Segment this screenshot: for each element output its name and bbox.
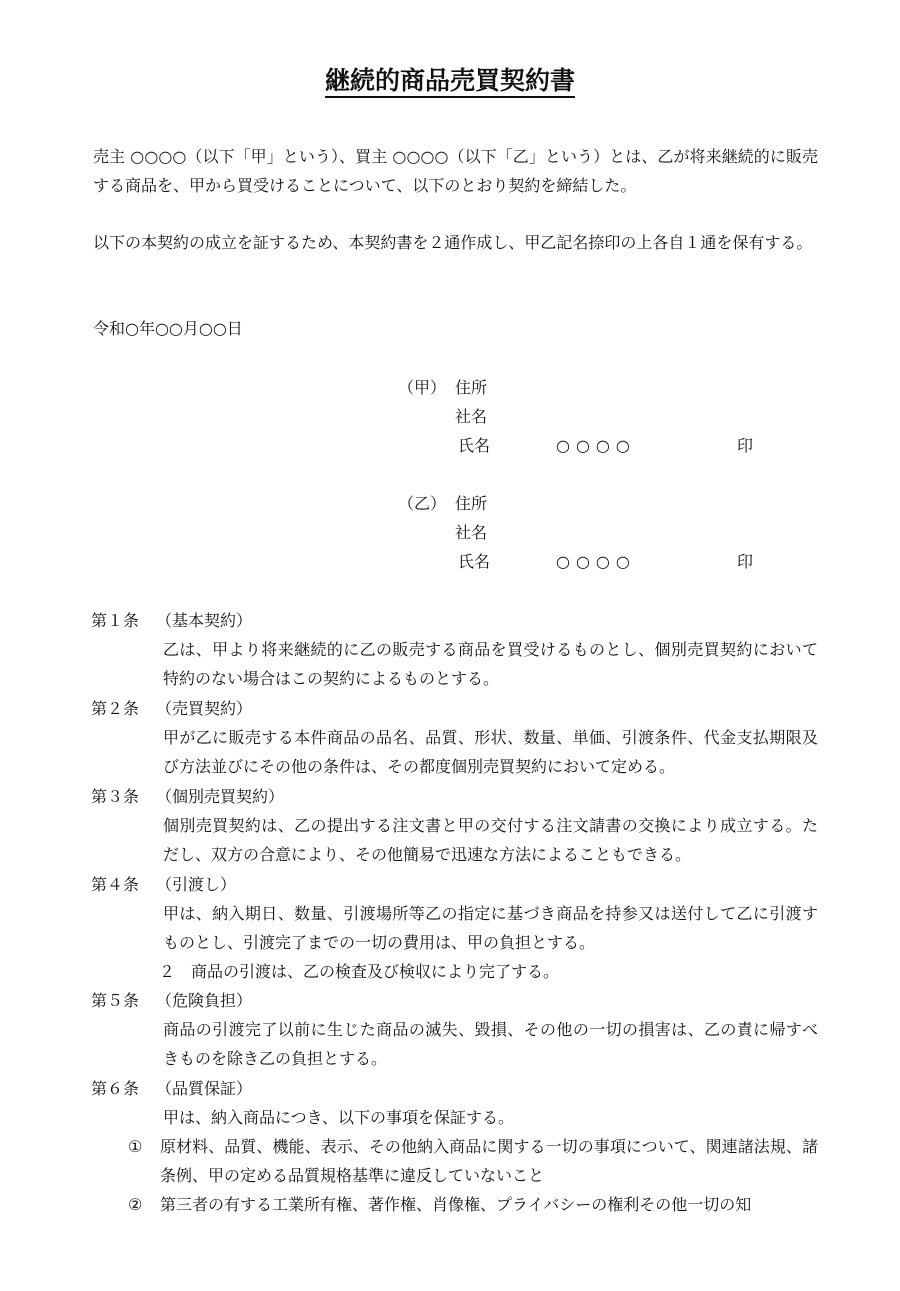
party-a-label: （甲）: [398, 378, 447, 397]
party-b-company-label: 社名: [455, 523, 488, 542]
article-6-heading: （品質保証）: [156, 1079, 253, 1098]
contract-date: 令和○年○○月○○日: [93, 319, 243, 338]
document-title: [0, 64, 900, 98]
party-a-name-value: ○○○○: [556, 436, 636, 455]
article-1-heading: （基本契約）: [156, 611, 253, 630]
article-4-number: 第４条: [91, 875, 140, 894]
article-6-body: 甲は、納入商品につき、以下の事項を保証する。: [163, 1108, 515, 1127]
party-a-company-label: 社名: [455, 407, 488, 426]
article-4-clause-2: ２ 商品の引渡は、乙の検査及び検収により完了する。: [159, 962, 560, 981]
article-4-heading: （引渡し）: [156, 875, 237, 894]
article-6-item-1-text: 原材料、品質、機能、表示、その他納入商品に関する一切の事項について、関連諸法規、諸条例、甲の定める品質規格基準に違反していないこと: [160, 1137, 818, 1185]
article-3-body: 個別売買契約は、乙の提出する注文書と甲の交付する注文請書の交換により成立する。ただし、双方の合意により、その他簡易で迅速な方法によることもできる。: [163, 816, 818, 864]
party-b-name-label: 氏名: [458, 552, 491, 571]
article-2-heading: （売買契約）: [156, 699, 253, 718]
article-1-body: 乙は、甲より将来継続的に乙の販売する商品を買受けるものとし、個別売買契約において特約のない場合はこの契約によるものとする。: [163, 640, 818, 688]
article-1-number: 第１条: [91, 611, 140, 630]
article-5-body: 商品の引渡完了以前に生じた商品の滅失、毀損、その他の一切の損害は、乙の責に帰すべきものを除き乙の負担とする。: [163, 1020, 818, 1068]
article-2-body: 甲が乙に販売する本件商品の品名、品質、形状、数量、単価、引渡条件、代金支払期限及び方法並びにその他の条件は、その都度個別売買契約において定める。: [163, 728, 818, 776]
article-3-heading: （個別売買契約）: [156, 787, 285, 806]
article-6-item-1-marker: ①: [128, 1137, 143, 1156]
article-6-item-2-marker: ②: [128, 1195, 143, 1214]
party-b-seal: 印: [737, 552, 754, 571]
party-b-name-value: ○○○○: [556, 552, 636, 571]
article-3-number: 第３条: [91, 787, 140, 806]
party-a-name-label: 氏名: [458, 436, 491, 455]
article-2-number: 第２条: [91, 699, 140, 718]
article-5-heading: （危険負担）: [156, 991, 253, 1010]
party-a-seal: 印: [737, 436, 754, 455]
closing-paragraph: 以下の本契約の成立を証するため、本契約書を２通作成し、甲乙記名捺印の上各自１通を保有する。: [93, 233, 813, 252]
article-6-item-2-text: 第三者の有する工業所有権、著作権、肖像権、プライバシーの権利その他一切の知: [160, 1195, 752, 1214]
document-title-text: 継続的商品売買契約書: [325, 66, 575, 98]
article-4-body: 甲は、納入期日、数量、引渡場所等乙の指定に基づき商品を持参又は送付して乙に引渡すものとし、引渡完了までの一切の費用は、甲の負担とする。: [163, 904, 818, 952]
preamble-paragraph: 売主 ○○○○（以下「甲」という）、買主 ○○○○（以下「乙」という）とは、乙が将来継続的に販売する商品を、甲から買受けることについて、以下のとおり契約を締結した。: [93, 147, 818, 195]
party-a-address-label: 住所: [455, 378, 488, 397]
article-6-number: 第６条: [91, 1079, 140, 1098]
party-b-label: （乙）: [398, 494, 447, 513]
article-5-number: 第５条: [91, 991, 140, 1010]
party-b-address-label: 住所: [455, 494, 488, 513]
